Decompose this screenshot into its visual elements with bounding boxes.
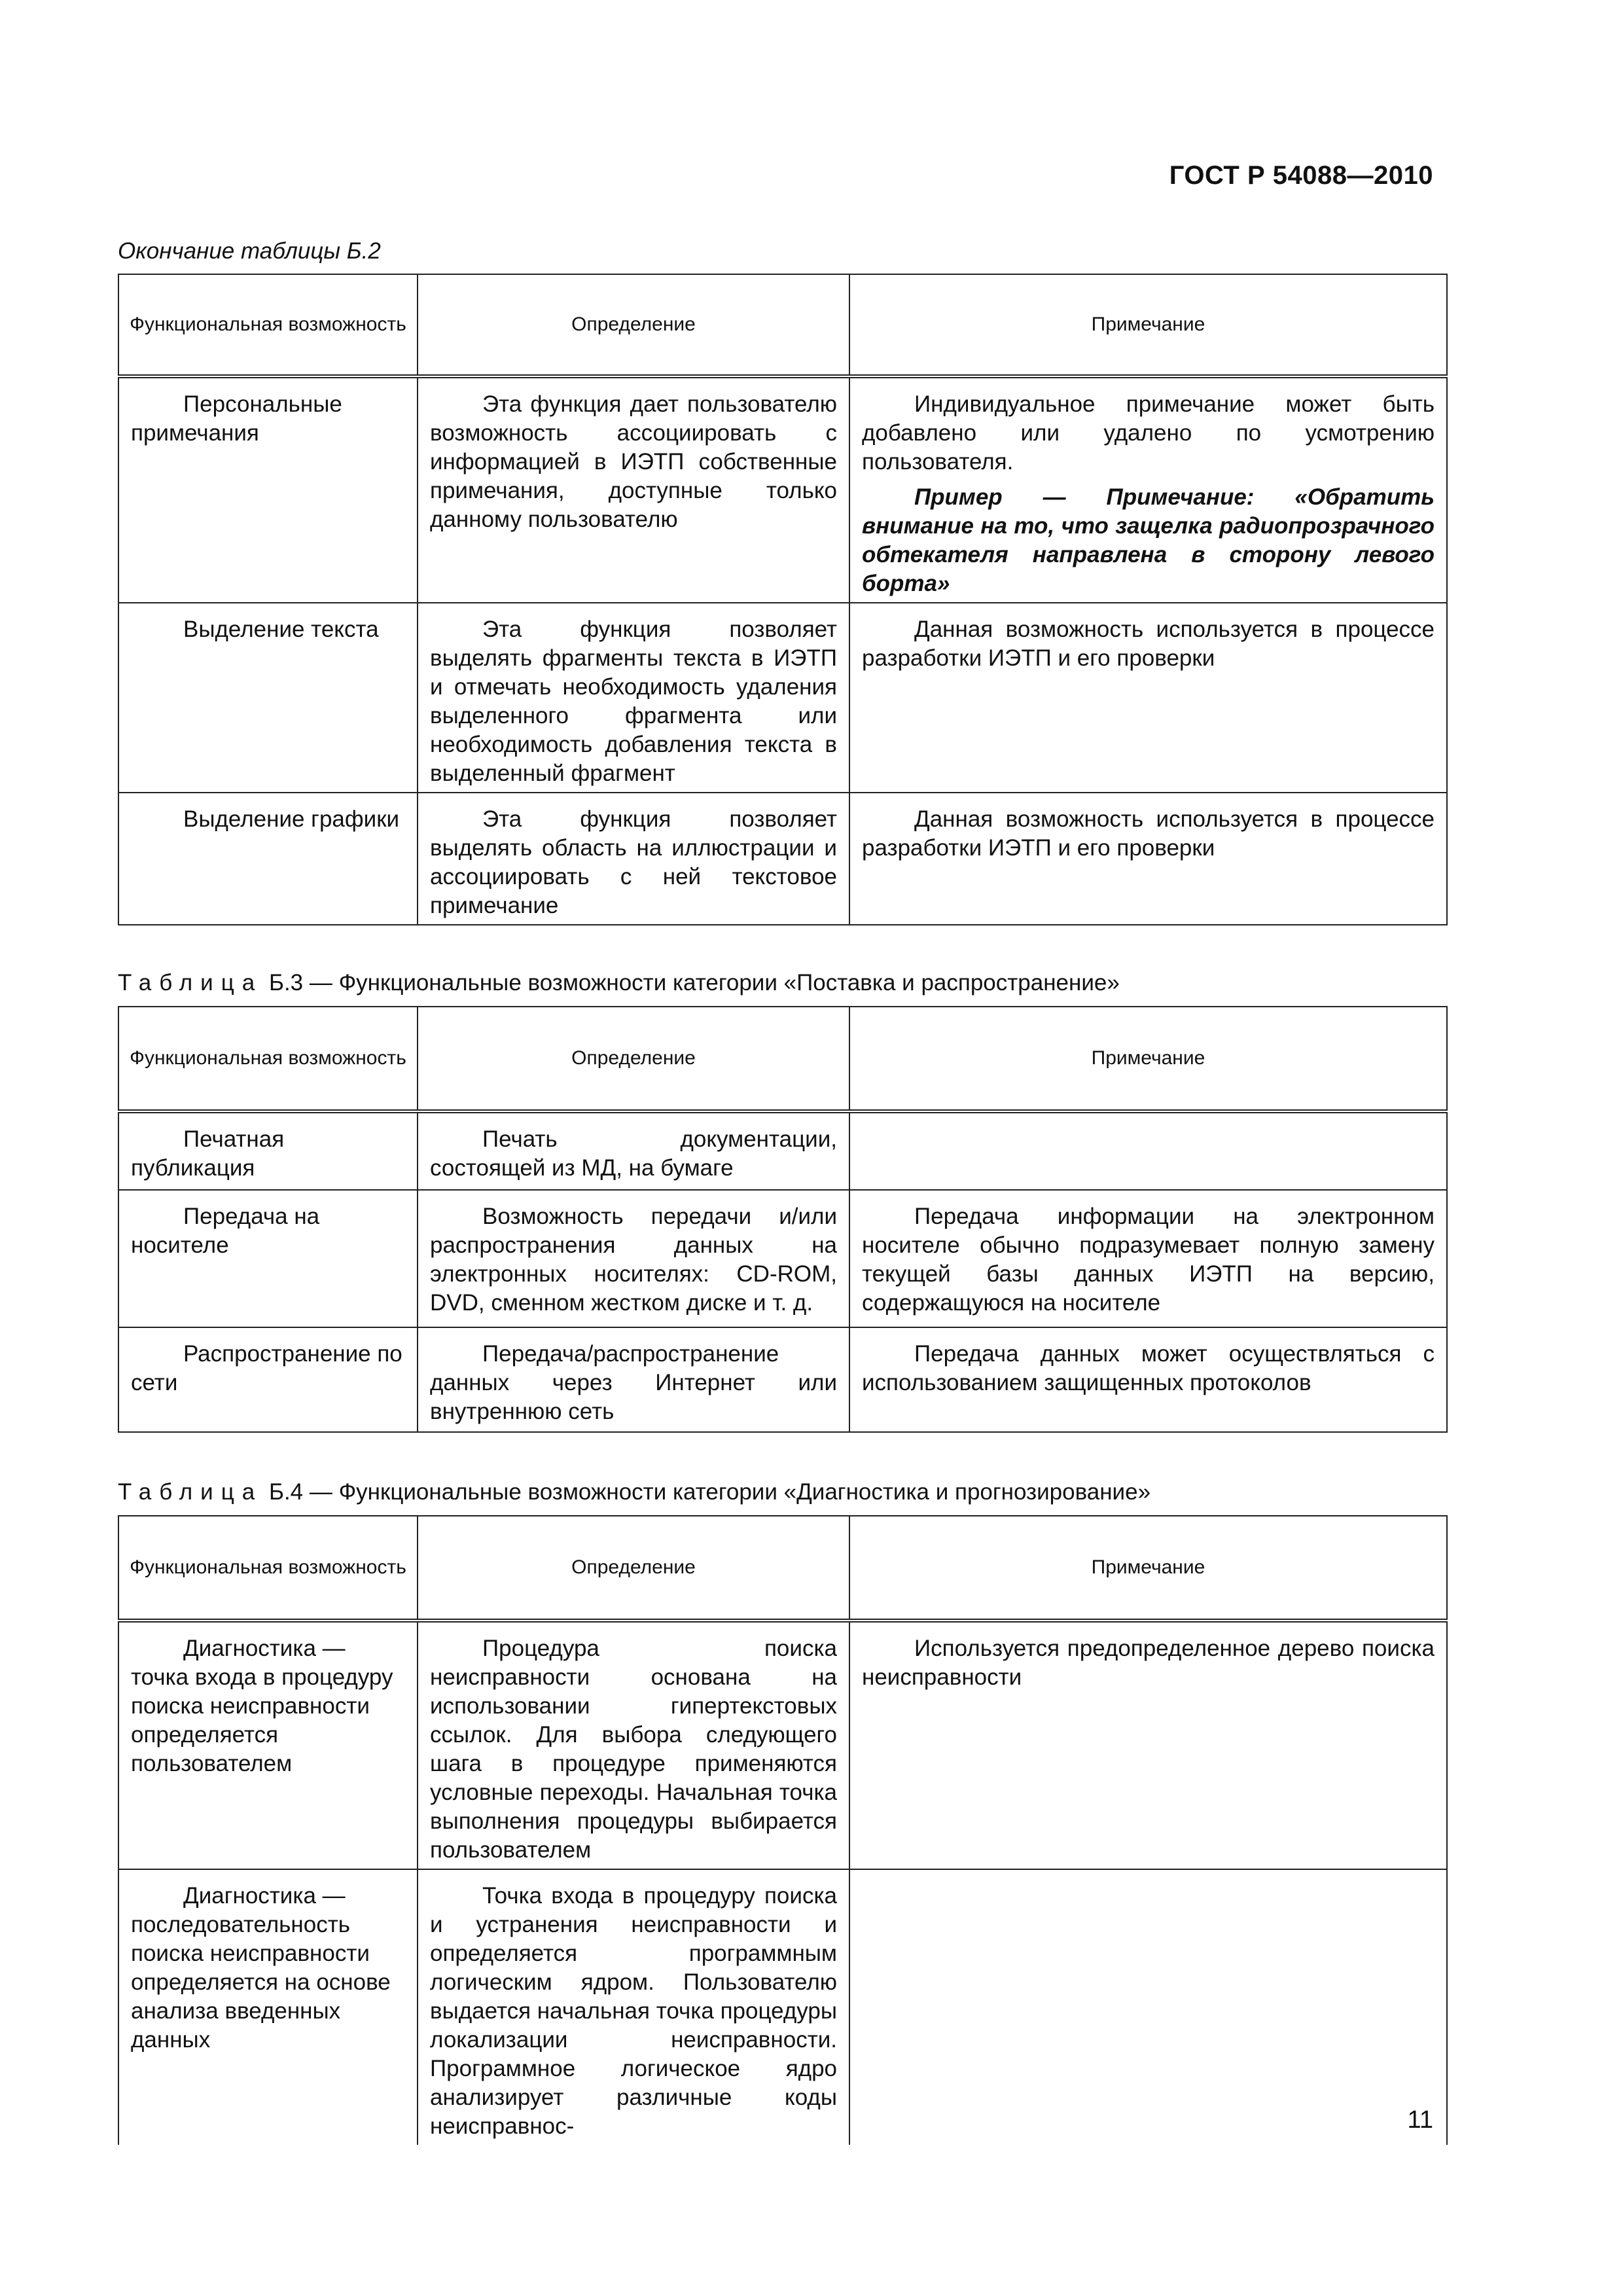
standard-header: ГОСТ Р 54088—2010 — [1169, 161, 1433, 190]
col-header-definition: Определение — [418, 274, 849, 376]
feature-cell: Персональные примечания — [118, 376, 418, 603]
col-header-definition: Определение — [418, 1007, 849, 1111]
note-cell — [849, 1869, 1447, 2145]
table-b4-caption: Таблица Б.4 — Функциональные возможности категории «Диагностика и прогнозирование» — [118, 1479, 1151, 1505]
example-note: Пример — Примечание: «Обратить внимание на то, что защелка радиопрозрачного обтекателя направлена в сторону левого борта» — [862, 484, 1435, 596]
note-cell: Данная возможность используется в процессе разработки ИЭТП и его проверки — [849, 603, 1447, 793]
definition-cell: Возможность передачи и/или распространения данных на электронных носителях: CD-ROM, DVD, сменном жестком диске и т. д. — [418, 1190, 849, 1327]
definition-cell: Эта функция позволяет выделять область на иллюстрации и ассоциировать с ней текстовое примечание — [418, 793, 849, 925]
table-b3 — [118, 1006, 1448, 1433]
definition-cell: Точка входа в процедуру поиска и устранения неисправности и определяется программным логическим ядром. Пользователю выдается начальная точка процедуры локализации неисправности. Программное логическое ядро анализирует различные коды неисправнос- — [418, 1869, 849, 2145]
table-row — [118, 1111, 1447, 1190]
table-row — [118, 1327, 1447, 1432]
definition-cell: Эта функция позволяет выделять фрагменты текста в ИЭТП и отмечать необходимость удаления выделенного фрагмента или необходимость добавления текста в выделенный фрагмент — [418, 603, 849, 793]
col-header-note: Примечание — [849, 1516, 1447, 1621]
table-b4 — [118, 1515, 1448, 2145]
feature-cell: Диагностика — точка входа в процедуру поиска неисправности определяется пользователем — [118, 1621, 418, 1869]
col-header-definition: Определение — [418, 1516, 849, 1621]
note-cell: Передача данных может осуществляться с использованием защищенных протоколов — [849, 1327, 1447, 1432]
table-row — [118, 1621, 1447, 1869]
col-header-feature: Функциональная возможность — [118, 1007, 418, 1111]
table-b2-caption: Окончание таблицы Б.2 — [118, 238, 381, 264]
col-header-feature: Функциональная возможность — [118, 274, 418, 376]
feature-cell: Диагностика — последовательность поиска неисправности определяется на основе анализа введенных данных — [118, 1869, 418, 2145]
table-b2 — [118, 274, 1448, 925]
table-row — [118, 793, 1447, 925]
page-number: 11 — [1407, 2106, 1433, 2134]
note-cell — [849, 1111, 1447, 1190]
table-row — [118, 1869, 1447, 2145]
table-row — [118, 376, 1447, 603]
col-header-feature: Функциональная возможность — [118, 1516, 418, 1621]
feature-cell: Передача на носителе — [118, 1190, 418, 1327]
table-row — [118, 1190, 1447, 1327]
table-row — [118, 603, 1447, 793]
note-cell: Передача информации на электронном носителе обычно подразумевает полную замену текущей базы данных ИЭТП на версию, содержащуюся на носителе — [849, 1190, 1447, 1327]
note-cell: Индивидуальное примечание может быть добавлено или удалено по усмотрению пользователя. Пример — Примечание: «Обратить внимание на то, что защелка радиопрозрачного обтекателя направлена в сторону левого борта» — [849, 376, 1447, 603]
definition-cell: Передача/распространение данных через Интернет или внутреннюю сеть — [418, 1327, 849, 1432]
feature-cell: Выделение графики — [118, 793, 418, 925]
col-header-note: Примечание — [849, 274, 1447, 376]
definition-cell: Процедура поиска неисправности основана на использовании гипертекстовых ссылок. Для выбора следующего шага в процедуре применяются условные переходы. Начальная точка выполнения процедуры выбирается пользователем — [418, 1621, 849, 1869]
feature-cell: Печатная публикация — [118, 1111, 418, 1190]
col-header-note: Примечание — [849, 1007, 1447, 1111]
table-b3-caption: Таблица Б.3 — Функциональные возможности категории «Поставка и распространение» — [118, 970, 1120, 996]
table-header-row — [118, 274, 1447, 376]
definition-cell: Эта функция дает пользователю возможность ассоциировать с информацией в ИЭТП собственные примечания, доступные только данному пользователю — [418, 376, 849, 603]
feature-cell: Распространение по сети — [118, 1327, 418, 1432]
note-cell: Используется предопределенное дерево поиска неисправности — [849, 1621, 1447, 1869]
feature-cell: Выделение текста — [118, 603, 418, 793]
table-header-row — [118, 1516, 1447, 1621]
table-header-row — [118, 1007, 1447, 1111]
note-cell: Данная возможность используется в процессе разработки ИЭТП и его проверки — [849, 793, 1447, 925]
definition-cell: Печать документации, состоящей из МД, на бумаге — [418, 1111, 849, 1190]
